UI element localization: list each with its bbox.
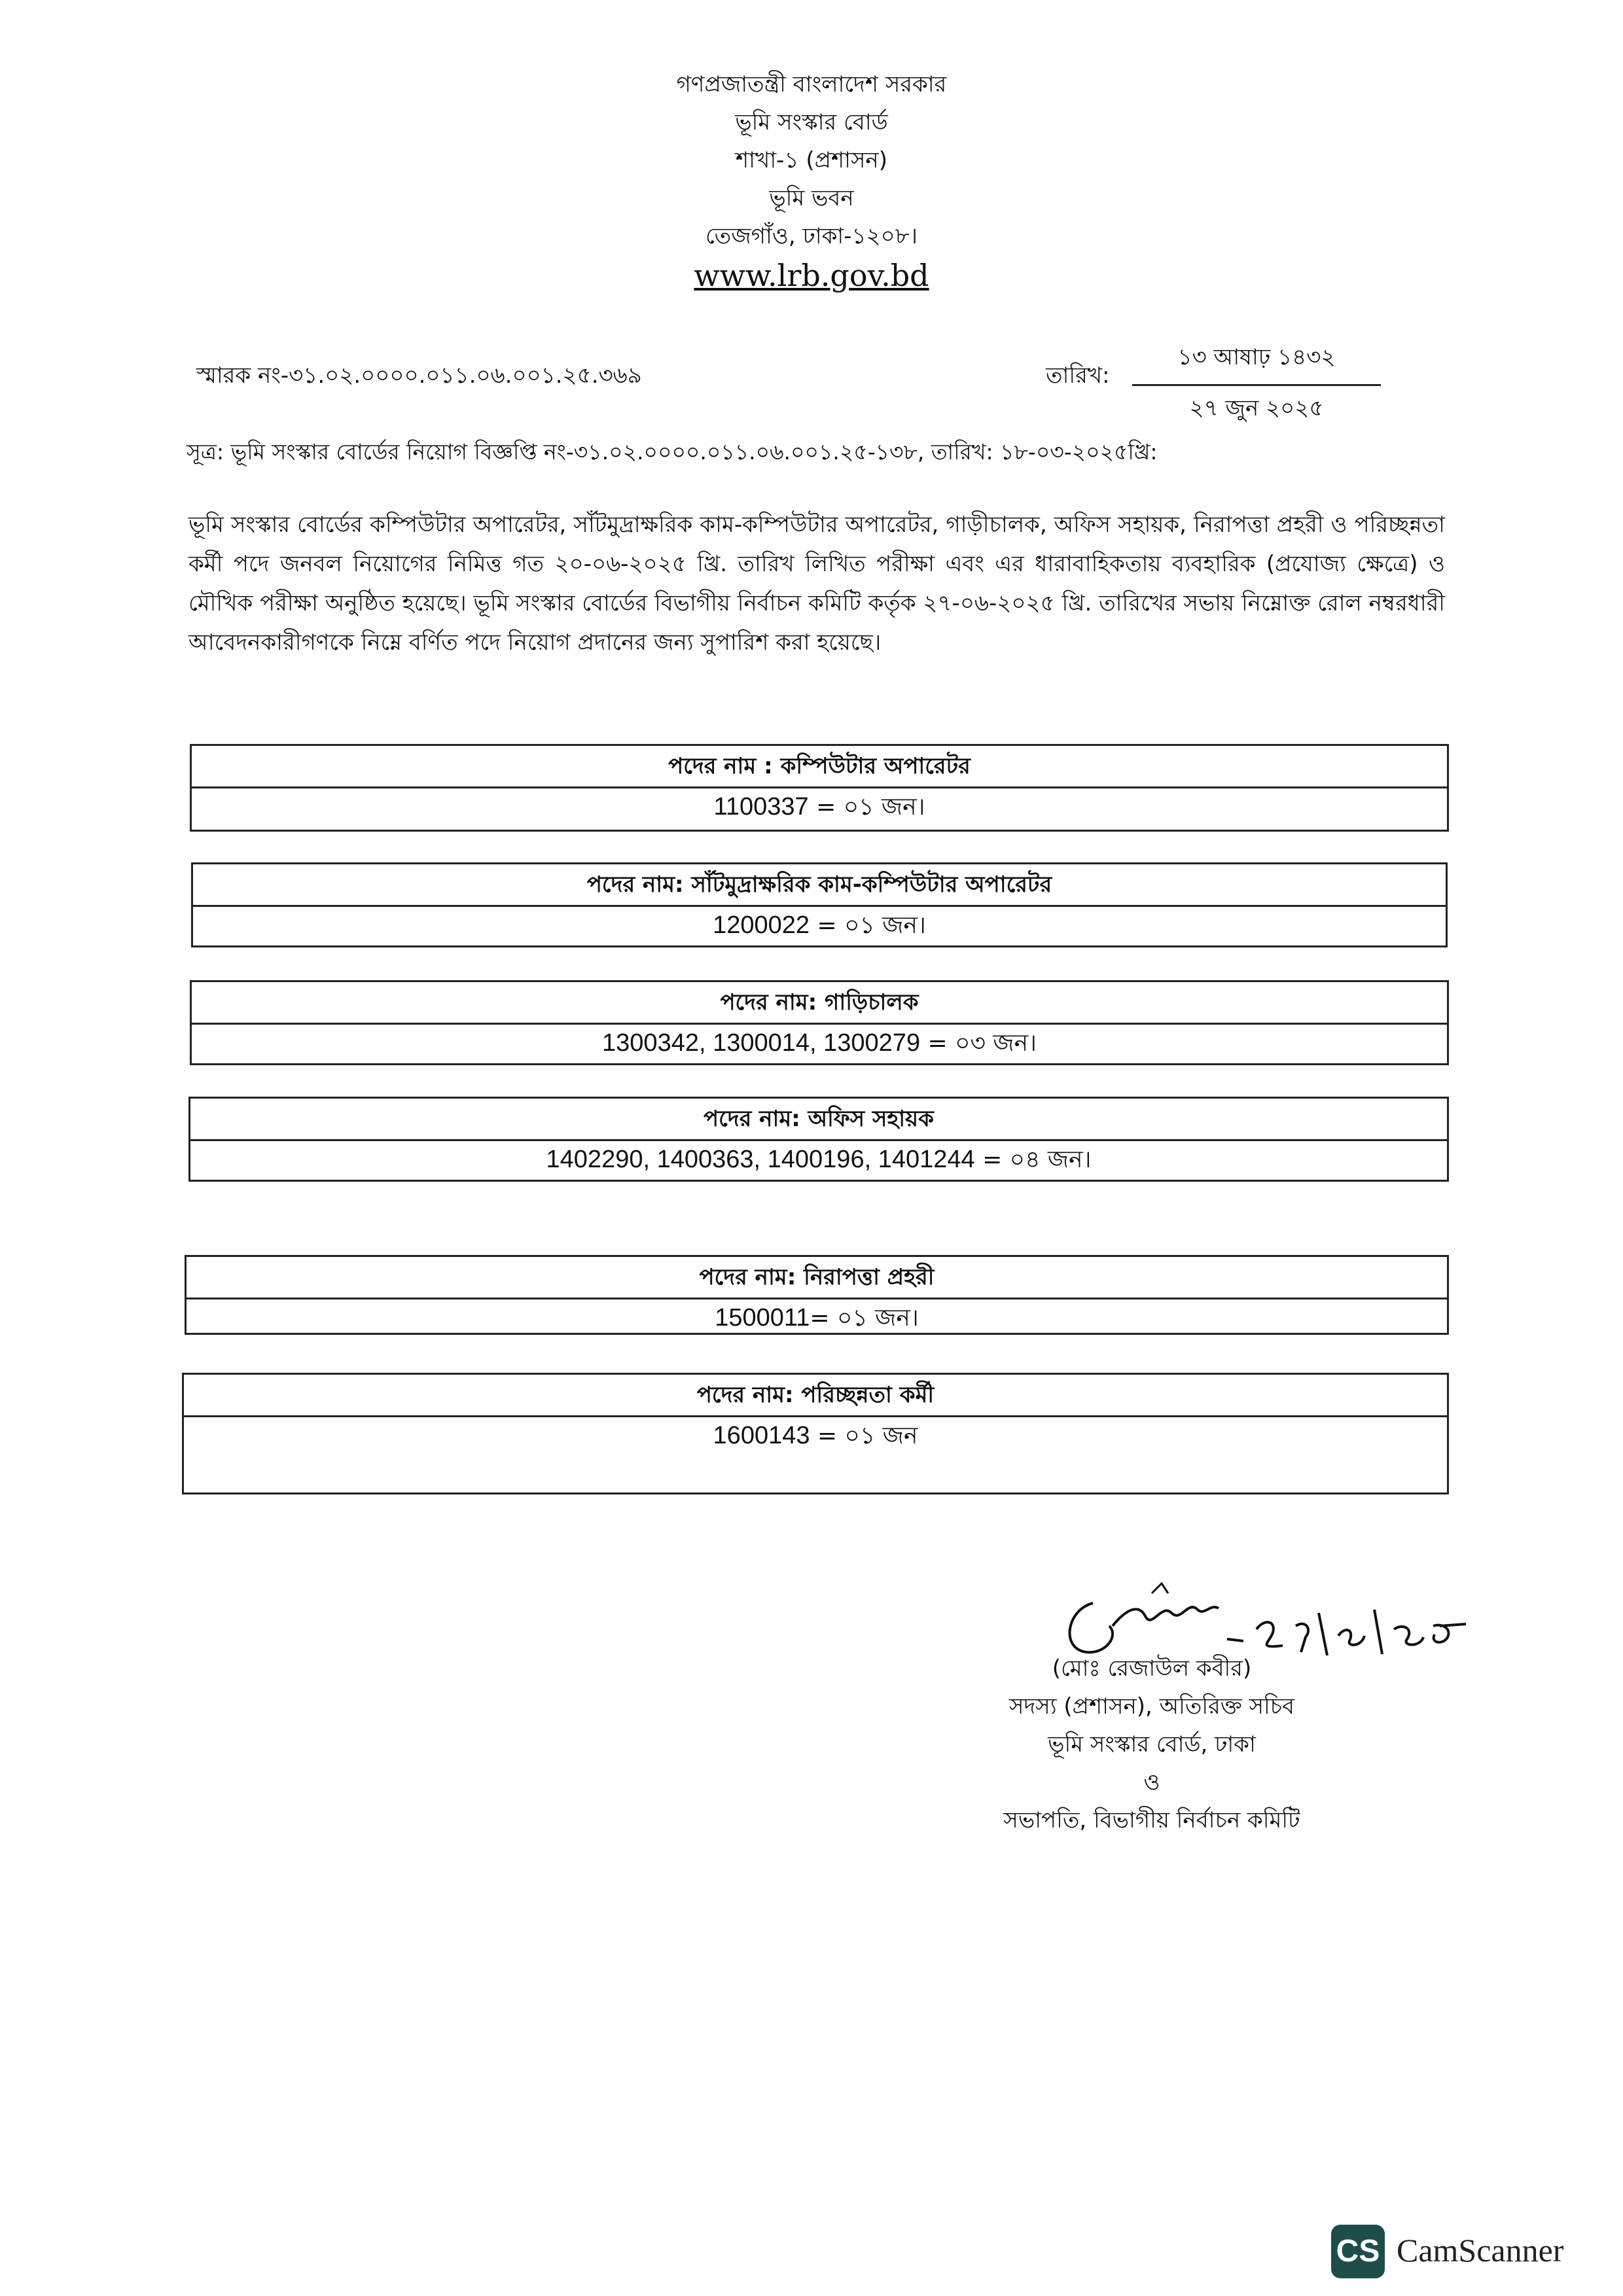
post-box-office-assistant bbox=[188, 1097, 1449, 1182]
post-box-security-guard bbox=[185, 1255, 1449, 1335]
signatory-committee: সভাপতি, বিভাগীয় নির্বাচন কমিটি bbox=[1003, 1807, 1300, 1833]
post-title: পদের নাম: গাড়িচালক bbox=[192, 982, 1447, 1025]
signatory-designation: সদস্য (প্রশাসন), অতিরিক্ত সচিব bbox=[1008, 1693, 1295, 1720]
signatory-name: (মোঃ রেজাউল কবীর) bbox=[1052, 1655, 1252, 1682]
date-english: ২৭ জুন ২০২৫ bbox=[1189, 395, 1324, 421]
post-count: = ০১ জন। bbox=[810, 912, 926, 939]
post-box-computer-operator bbox=[190, 744, 1449, 832]
post-title: পদের নাম: নিরাপত্তা প্রহরী bbox=[187, 1257, 1447, 1299]
camscanner-watermark: CamScanner bbox=[1397, 2232, 1564, 2269]
building-name: ভূমি ভবন bbox=[769, 185, 854, 211]
post-title: পদের নাম: অফিস সহায়ক bbox=[190, 1099, 1447, 1141]
board-name: ভূমি সংস্কার বোর্ড bbox=[735, 109, 888, 135]
roll-numbers: 1500011 bbox=[715, 1304, 810, 1332]
camscanner-logo-icon: CS bbox=[1331, 2225, 1385, 2278]
post-box-steno-computer-operator bbox=[191, 862, 1448, 947]
post-rolls bbox=[190, 1141, 1447, 1178]
post-count: = ০৩ জন। bbox=[920, 1030, 1037, 1057]
govt-name: গণপ্রজাতন্ত্রী বাংলাদেশ সরকার bbox=[676, 71, 947, 97]
website-link[interactable]: www.lrb.gov.bd bbox=[694, 258, 929, 293]
roll-numbers: 1100337 bbox=[713, 793, 809, 821]
post-title: পদের নাম: পরিচ্ছন্নতা কর্মী bbox=[184, 1375, 1447, 1417]
post-rolls bbox=[187, 1299, 1447, 1337]
address: তেজগাঁও, ঢাকা-১২০৮। bbox=[705, 223, 918, 249]
post-rolls bbox=[192, 788, 1447, 826]
signatory-office: ভূমি সংস্কার বোর্ড, ঢাকা bbox=[1048, 1731, 1256, 1757]
memo-number: স্মারক নং-৩১.০২.০০০০.০১১.০৬.০০১.২৫.৩৬৯ bbox=[196, 362, 642, 389]
post-count: = ০৪ জন। bbox=[974, 1146, 1092, 1173]
post-rolls bbox=[193, 907, 1446, 944]
roll-numbers: 1200022 bbox=[713, 911, 810, 939]
post-count: = ০১ জন bbox=[810, 1422, 918, 1449]
date-bangla: ১৩ আষাঢ় ১৪৩২ bbox=[1132, 340, 1381, 386]
date-block bbox=[1132, 340, 1381, 429]
post-count: = ০১ জন। bbox=[808, 794, 925, 821]
post-box-driver bbox=[190, 980, 1449, 1065]
roll-numbers: 1600143 bbox=[713, 1422, 810, 1449]
post-title: পদের নাম : কম্পিউটার অপারেটর bbox=[192, 746, 1447, 788]
body-paragraph: ভূমি সংস্কার বোর্ডের কম্পিউটার অপারেটর, সাঁটমুদ্রাক্ষরিক কাম-কম্পিউটার অপারেটর, গাড়ীচালক, অফিস সহায়ক, নিরাপত্তা প্রহরী ও পরিচ্ছন্নতা কর্মী পদে জনবল নিয়োগের নিমিত্ত গত ২০-০৬-২০২৫ খ্রি. তারিখ লিখিত পরীক্ষা এবং এর ধারাবাহিকতায় ব্যবহারিক (প্রযোজ্য ক্ষেত্রে) ও মৌখিক পরীক্ষা অনুষ্ঠিত হয়েছে। ভূমি সংস্কার বোর্ডের বিভাগীয় নির্বাচন কমিটি কর্তৃক ২৭-০৬-২০২৫ খ্রি. তারিখের সভায় নিম্নোক্ত রোল নম্বরধারী আবেদনকারীগণকে নিম্নে বর্ণিত পদে নিয়োগ প্রদানের জন্য সুপারিশ করা হয়েছে। bbox=[188, 512, 1445, 656]
signatory-conjunction: ও bbox=[1143, 1769, 1160, 1795]
reference-line: সূত্র: ভূমি সংস্কার বোর্ডের নিয়োগ বিজ্ঞপ্তি নং-৩১.০২.০০০০.০১১.০৬.০০১.২৫-১৩৮, তারিখ: ১৮-০৩-২০২৫খ্রি: bbox=[187, 439, 1158, 465]
roll-numbers: 1402290, 1400363, 1400196, 1401244 bbox=[546, 1146, 975, 1173]
post-rolls bbox=[192, 1025, 1447, 1062]
post-title: পদের নাম: সাঁটমুদ্রাক্ষরিক কাম-কম্পিউটার অপারেটর bbox=[193, 864, 1446, 907]
roll-numbers: 1300342, 1300014, 1300279 bbox=[602, 1029, 921, 1057]
post-rolls bbox=[184, 1417, 1447, 1455]
post-box-cleaner bbox=[182, 1373, 1449, 1494]
date-label: তারিখ: bbox=[1046, 362, 1110, 389]
branch-name: শাখা-১ (প্রশাসন) bbox=[736, 147, 887, 173]
post-count: = ০১ জন। bbox=[810, 1305, 919, 1332]
